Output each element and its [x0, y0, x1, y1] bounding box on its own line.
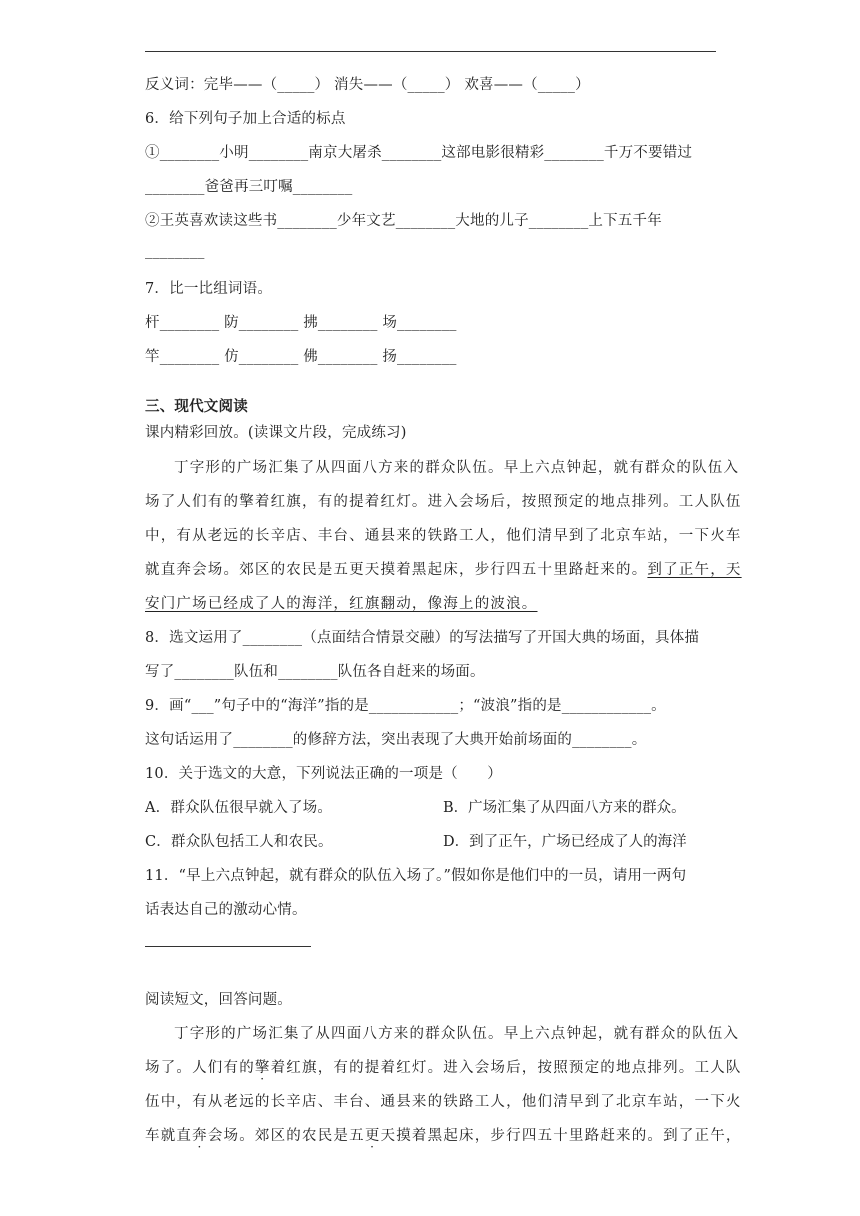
q8-line-b: 写了________队伍和________队伍各自赶来的场面。	[145, 664, 485, 680]
reading2-line-4-b: 会场。郊区的农民是五	[207, 1128, 365, 1144]
reading2-dotted-char-1: 擎	[254, 1060, 271, 1076]
q11-line-a: 11．“早上六点钟起，就有群众的队伍入场了。”假如你是他们中的一员，请用一两句	[145, 868, 687, 884]
passage-line-4-text: 就直奔会场。郊区的农民是五更天摸着黑起床，步行四五十里路赶来的。	[145, 562, 648, 578]
q9-line-a: 9．画“___”句子中的“海洋”指的是____________；“波浪”指的是____________。	[145, 698, 666, 714]
q10-option-a: A．群众队伍很早就入了场。	[145, 800, 333, 816]
reading2-line-4	[145, 1124, 742, 1145]
q8-line-a: 8．选文运用了________（点面结合情景交融）的写法描写了开国大典的场面，具体描	[145, 630, 700, 646]
passage-underlined-sentence: 安门广场已经成了人的海洋，红旗翻动，像海上的波浪。	[145, 596, 538, 612]
passage-line-5	[145, 592, 716, 613]
q11-line-b: 话表达自己的激动心情。	[145, 902, 307, 918]
q10-option-d: D．到了正午，广场已经成了人的海洋	[443, 834, 687, 850]
q6-sentence1-a: ①________小明________南京大屠杀________这部电影很精彩________千万不要错过	[145, 145, 693, 161]
antonyms-line: 反义词：完毕——（_____） 消失——（_____） 欢喜——（_____）	[145, 77, 590, 93]
section3-title: 三、现代文阅读	[145, 398, 248, 415]
q6-title: 6．给下列句子加上合适的标点	[145, 111, 346, 127]
passage-line-2: 场了人们有的擎着红旗，有的提着红灯。进入会场后，按照预定的地点排列。工人队伍	[145, 494, 742, 510]
passage-line-1: 丁字形的广场汇集了从四面八方来的群众队伍。早上六点钟起，就有群众的队伍入	[174, 460, 740, 476]
passage-line-4	[145, 558, 742, 579]
reading2-line-2-b: 着红旗，有的提着红灯。进入会场后，按照预定的地点排列。工人队	[270, 1060, 742, 1076]
q7-row2: 竿________ 仿________ 佛________ 扬________	[145, 349, 457, 365]
reading2-line-4-c: 天摸着黑起床，步行四五十里路赶来的。到了正午，	[380, 1128, 742, 1144]
reading2-dotted-char-3: 更	[364, 1128, 381, 1144]
reading2-line-3: 伍中，有从老远的长辛店、丰台、通县来的铁路工人，他们清早到了北京车站，一下火	[145, 1094, 742, 1110]
passage-line-3: 中，有从老远的长辛店、丰台、通县来的铁路工人，他们清早到了北京车站，一下火车	[145, 528, 742, 544]
reading2-line-2	[145, 1056, 742, 1077]
top-rule	[145, 51, 716, 52]
reading2-line-1: 丁字形的广场汇集了从四面八方来的群众队伍。早上六点钟起，就有群众的队伍入	[174, 1026, 740, 1042]
q9-line-b: 这句话运用了________的修辞方法，突出表现了大典开始前场面的________。	[145, 732, 647, 748]
q11-answer-line	[145, 946, 311, 947]
reading2-intro: 阅读短文，回答问题。	[145, 992, 292, 1008]
q7-title: 7．比一比组词语。	[145, 281, 273, 297]
q10-option-c: C．群众队包括工人和农民。	[145, 834, 333, 850]
reading2-line-4-a: 车就直	[145, 1128, 193, 1144]
q10-option-b: B．广场汇集了从四面八方来的群众。	[443, 800, 686, 816]
q6-sentence2-b: ________	[145, 243, 205, 259]
q6-sentence2-a: ②王英喜欢读这些书________少年文艺________大地的儿子________上下五千年	[145, 213, 662, 229]
q7-row1: 杆________ 防________ 拂________ 场________	[145, 315, 457, 331]
reading2-dotted-char-2: 奔	[192, 1128, 208, 1144]
q10-title: 10．关于选文的大意，下列说法正确的一项是（ ）	[145, 766, 502, 782]
section3-intro: 课内精彩回放。(读课文片段，完成练习)	[145, 425, 407, 441]
q6-sentence1-b: ________爸爸再三叮嘱________	[145, 179, 353, 195]
passage-underlined-start: 到了正午，天	[647, 562, 742, 578]
reading2-line-2-a: 场了。人们有的	[145, 1060, 255, 1076]
